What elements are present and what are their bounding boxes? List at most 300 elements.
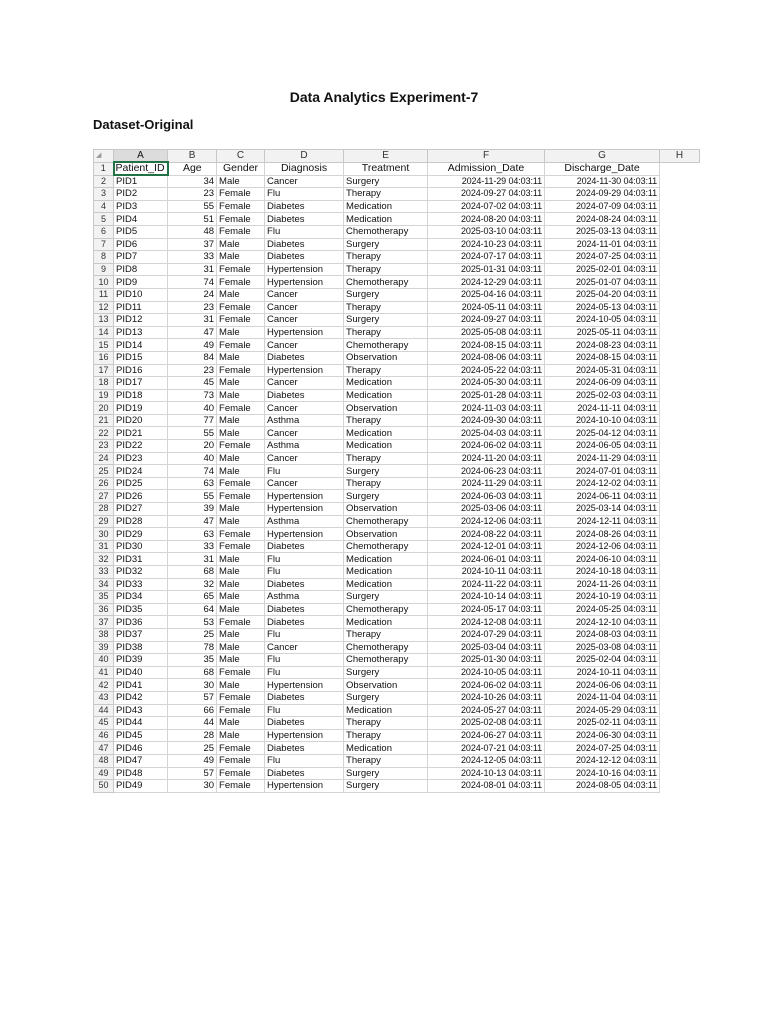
row-number[interactable]: 13 (94, 314, 114, 327)
cell-age[interactable]: 57 (168, 691, 217, 704)
empty-cell[interactable] (660, 364, 700, 377)
cell-discharge-date[interactable]: 2024-08-05 04:03:11 (545, 780, 660, 793)
cell-diagnosis[interactable]: Hypertension (265, 679, 344, 692)
cell-age[interactable]: 55 (168, 490, 217, 503)
cell-treatment[interactable]: Surgery (344, 767, 428, 780)
cell-patient-id[interactable]: PID13 (114, 326, 168, 339)
empty-cell[interactable] (660, 276, 700, 289)
cell-admission-date[interactable]: 2024-10-26 04:03:11 (428, 691, 545, 704)
cell-age[interactable]: 31 (168, 314, 217, 327)
cell-admission-date[interactable]: 2025-01-31 04:03:11 (428, 263, 545, 276)
cell-patient-id[interactable]: PID32 (114, 566, 168, 579)
cell-patient-id[interactable]: PID36 (114, 616, 168, 629)
empty-cell[interactable] (660, 691, 700, 704)
cell-admission-date[interactable]: 2024-12-01 04:03:11 (428, 540, 545, 553)
cell-gender[interactable]: Female (217, 314, 265, 327)
column-header-a[interactable]: A (114, 150, 168, 163)
empty-cell[interactable] (660, 591, 700, 604)
cell-age[interactable]: 23 (168, 188, 217, 201)
cell-discharge-date[interactable]: 2025-02-03 04:03:11 (545, 389, 660, 402)
cell-patient-id[interactable]: PID15 (114, 351, 168, 364)
cell-age[interactable]: 74 (168, 465, 217, 478)
cell-admission-date[interactable]: 2024-06-02 04:03:11 (428, 440, 545, 453)
cell-diagnosis[interactable]: Flu (265, 465, 344, 478)
cell-age[interactable]: 53 (168, 616, 217, 629)
cell-patient-id[interactable]: PID30 (114, 540, 168, 553)
cell-discharge-date[interactable]: 2024-07-25 04:03:11 (545, 251, 660, 264)
row-number[interactable]: 30 (94, 528, 114, 541)
row-number[interactable]: 27 (94, 490, 114, 503)
cell-treatment[interactable]: Therapy (344, 717, 428, 730)
empty-cell[interactable] (660, 780, 700, 793)
cell-age[interactable]: 23 (168, 364, 217, 377)
cell-diagnosis[interactable]: Hypertension (265, 326, 344, 339)
cell-treatment[interactable]: Chemotherapy (344, 276, 428, 289)
empty-cell[interactable] (660, 616, 700, 629)
row-number[interactable]: 3 (94, 188, 114, 201)
cell-age[interactable]: 66 (168, 704, 217, 717)
cell-admission-date[interactable]: 2024-06-03 04:03:11 (428, 490, 545, 503)
cell-patient-id[interactable]: PID34 (114, 591, 168, 604)
cell-age[interactable]: 68 (168, 566, 217, 579)
cell-diagnosis[interactable]: Cancer (265, 288, 344, 301)
column-header-d[interactable]: D (265, 150, 344, 163)
cell-admission-date[interactable]: 2024-05-27 04:03:11 (428, 704, 545, 717)
empty-cell[interactable] (660, 213, 700, 226)
cell-diagnosis[interactable]: Hypertension (265, 364, 344, 377)
cell-discharge-date[interactable]: 2025-03-14 04:03:11 (545, 503, 660, 516)
cell-diagnosis[interactable]: Flu (265, 666, 344, 679)
cell-discharge-date[interactable]: 2024-06-10 04:03:11 (545, 553, 660, 566)
row-number[interactable]: 34 (94, 578, 114, 591)
cell-treatment[interactable]: Chemotherapy (344, 339, 428, 352)
cell-patient-id[interactable]: PID31 (114, 553, 168, 566)
row-number[interactable]: 29 (94, 515, 114, 528)
empty-cell[interactable] (660, 301, 700, 314)
cell-gender[interactable]: Male (217, 578, 265, 591)
cell-discharge-date[interactable]: 2024-12-11 04:03:11 (545, 515, 660, 528)
cell-age[interactable]: 57 (168, 767, 217, 780)
empty-cell[interactable] (660, 490, 700, 503)
row-number[interactable]: 9 (94, 263, 114, 276)
empty-cell[interactable] (660, 540, 700, 553)
cell-age[interactable]: 23 (168, 301, 217, 314)
cell-gender[interactable]: Male (217, 326, 265, 339)
cell-treatment[interactable]: Therapy (344, 263, 428, 276)
cell-diagnosis[interactable]: Hypertension (265, 263, 344, 276)
empty-cell[interactable] (660, 754, 700, 767)
row-number[interactable]: 22 (94, 427, 114, 440)
row-number[interactable]: 15 (94, 339, 114, 352)
cell-patient-id[interactable]: PID18 (114, 389, 168, 402)
header-cell-age[interactable]: Age (168, 162, 217, 175)
cell-treatment[interactable]: Medication (344, 389, 428, 402)
row-number[interactable]: 11 (94, 288, 114, 301)
row-number[interactable]: 48 (94, 754, 114, 767)
cell-age[interactable]: 25 (168, 628, 217, 641)
cell-diagnosis[interactable]: Flu (265, 553, 344, 566)
row-number[interactable]: 41 (94, 666, 114, 679)
cell-age[interactable]: 73 (168, 389, 217, 402)
cell-diagnosis[interactable]: Diabetes (265, 742, 344, 755)
cell-admission-date[interactable]: 2025-03-04 04:03:11 (428, 641, 545, 654)
column-header-b[interactable]: B (168, 150, 217, 163)
cell-discharge-date[interactable]: 2024-08-23 04:03:11 (545, 339, 660, 352)
cell-gender[interactable]: Female (217, 616, 265, 629)
cell-gender[interactable]: Male (217, 389, 265, 402)
cell-discharge-date[interactable]: 2024-05-31 04:03:11 (545, 364, 660, 377)
cell-treatment[interactable]: Observation (344, 351, 428, 364)
cell-discharge-date[interactable]: 2024-05-29 04:03:11 (545, 704, 660, 717)
column-header-e[interactable]: E (344, 150, 428, 163)
cell-diagnosis[interactable]: Diabetes (265, 213, 344, 226)
row-number[interactable]: 14 (94, 326, 114, 339)
cell-discharge-date[interactable]: 2025-03-13 04:03:11 (545, 225, 660, 238)
cell-treatment[interactable]: Therapy (344, 452, 428, 465)
row-number[interactable]: 20 (94, 402, 114, 415)
column-header-g[interactable]: G (545, 150, 660, 163)
cell-patient-id[interactable]: PID14 (114, 339, 168, 352)
cell-patient-id[interactable]: PID33 (114, 578, 168, 591)
cell-diagnosis[interactable]: Hypertension (265, 490, 344, 503)
cell-patient-id[interactable]: PID27 (114, 503, 168, 516)
cell-age[interactable]: 40 (168, 452, 217, 465)
column-header-c[interactable]: C (217, 150, 265, 163)
cell-patient-id[interactable]: PID22 (114, 440, 168, 453)
cell-discharge-date[interactable]: 2024-12-10 04:03:11 (545, 616, 660, 629)
cell-diagnosis[interactable]: Flu (265, 654, 344, 667)
cell-gender[interactable]: Female (217, 402, 265, 415)
cell-gender[interactable]: Male (217, 641, 265, 654)
cell-diagnosis[interactable]: Diabetes (265, 238, 344, 251)
empty-cell[interactable] (660, 767, 700, 780)
cell-admission-date[interactable]: 2024-12-05 04:03:11 (428, 754, 545, 767)
cell-admission-date[interactable]: 2025-01-28 04:03:11 (428, 389, 545, 402)
cell-discharge-date[interactable]: 2024-06-11 04:03:11 (545, 490, 660, 503)
empty-cell[interactable] (660, 704, 700, 717)
cell-gender[interactable]: Female (217, 364, 265, 377)
cell-treatment[interactable]: Medication (344, 377, 428, 390)
row-number[interactable]: 10 (94, 276, 114, 289)
cell-admission-date[interactable]: 2024-05-17 04:03:11 (428, 603, 545, 616)
cell-gender[interactable]: Female (217, 666, 265, 679)
cell-patient-id[interactable]: PID10 (114, 288, 168, 301)
cell-admission-date[interactable]: 2025-03-10 04:03:11 (428, 225, 545, 238)
cell-gender[interactable]: Male (217, 414, 265, 427)
cell-patient-id[interactable]: PID7 (114, 251, 168, 264)
empty-cell[interactable] (660, 188, 700, 201)
cell-age[interactable]: 35 (168, 654, 217, 667)
cell-discharge-date[interactable]: 2024-08-15 04:03:11 (545, 351, 660, 364)
cell-discharge-date[interactable]: 2024-06-09 04:03:11 (545, 377, 660, 390)
cell-gender[interactable]: Female (217, 339, 265, 352)
cell-diagnosis[interactable]: Flu (265, 754, 344, 767)
cell-age[interactable]: 55 (168, 200, 217, 213)
cell-patient-id[interactable]: PID37 (114, 628, 168, 641)
cell-admission-date[interactable]: 2024-07-17 04:03:11 (428, 251, 545, 264)
cell-diagnosis[interactable]: Diabetes (265, 578, 344, 591)
cell-treatment[interactable]: Medication (344, 440, 428, 453)
row-number[interactable]: 28 (94, 503, 114, 516)
cell-diagnosis[interactable]: Hypertension (265, 276, 344, 289)
cell-age[interactable]: 45 (168, 377, 217, 390)
cell-discharge-date[interactable]: 2024-06-05 04:03:11 (545, 440, 660, 453)
cell-discharge-date[interactable]: 2024-11-11 04:03:11 (545, 402, 660, 415)
cell-gender[interactable]: Male (217, 452, 265, 465)
cell-discharge-date[interactable]: 2025-02-01 04:03:11 (545, 263, 660, 276)
cell-treatment[interactable]: Medication (344, 427, 428, 440)
cell-treatment[interactable]: Therapy (344, 414, 428, 427)
cell-admission-date[interactable]: 2024-09-27 04:03:11 (428, 188, 545, 201)
empty-cell[interactable] (660, 515, 700, 528)
cell-patient-id[interactable]: PID4 (114, 213, 168, 226)
cell-patient-id[interactable]: PID44 (114, 717, 168, 730)
empty-cell[interactable] (660, 654, 700, 667)
empty-cell[interactable] (660, 717, 700, 730)
row-number[interactable]: 36 (94, 603, 114, 616)
cell-discharge-date[interactable]: 2024-07-09 04:03:11 (545, 200, 660, 213)
cell-age[interactable]: 84 (168, 351, 217, 364)
cell-discharge-date[interactable]: 2024-05-25 04:03:11 (545, 603, 660, 616)
cell-admission-date[interactable]: 2024-09-30 04:03:11 (428, 414, 545, 427)
cell-gender[interactable]: Male (217, 427, 265, 440)
cell-age[interactable]: 78 (168, 641, 217, 654)
cell-age[interactable]: 48 (168, 225, 217, 238)
cell-diagnosis[interactable]: Diabetes (265, 717, 344, 730)
cell-age[interactable]: 30 (168, 679, 217, 692)
cell-age[interactable]: 31 (168, 263, 217, 276)
empty-cell[interactable] (660, 414, 700, 427)
cell-discharge-date[interactable]: 2024-06-30 04:03:11 (545, 729, 660, 742)
row-number[interactable]: 7 (94, 238, 114, 251)
cell-treatment[interactable]: Observation (344, 503, 428, 516)
empty-cell[interactable] (660, 402, 700, 415)
empty-cell[interactable] (660, 452, 700, 465)
cell-patient-id[interactable]: PID47 (114, 754, 168, 767)
cell-gender[interactable]: Male (217, 351, 265, 364)
cell-diagnosis[interactable]: Hypertension (265, 528, 344, 541)
cell-admission-date[interactable]: 2025-03-06 04:03:11 (428, 503, 545, 516)
cell-gender[interactable]: Male (217, 566, 265, 579)
cell-diagnosis[interactable]: Hypertension (265, 503, 344, 516)
cell-discharge-date[interactable]: 2024-12-06 04:03:11 (545, 540, 660, 553)
row-number[interactable]: 39 (94, 641, 114, 654)
cell-patient-id[interactable]: PID17 (114, 377, 168, 390)
row-number[interactable]: 44 (94, 704, 114, 717)
cell-diagnosis[interactable]: Diabetes (265, 603, 344, 616)
cell-gender[interactable]: Male (217, 679, 265, 692)
cell-treatment[interactable]: Surgery (344, 465, 428, 478)
row-number[interactable]: 38 (94, 628, 114, 641)
empty-cell[interactable] (660, 200, 700, 213)
cell-patient-id[interactable]: PID43 (114, 704, 168, 717)
header-cell-diagnosis[interactable]: Diagnosis (265, 162, 344, 175)
cell-treatment[interactable]: Medication (344, 553, 428, 566)
cell-treatment[interactable]: Therapy (344, 188, 428, 201)
cell-discharge-date[interactable]: 2024-10-11 04:03:11 (545, 666, 660, 679)
cell-gender[interactable]: Male (217, 288, 265, 301)
empty-cell[interactable] (660, 427, 700, 440)
cell-patient-id[interactable]: PID3 (114, 200, 168, 213)
cell-admission-date[interactable]: 2024-08-22 04:03:11 (428, 528, 545, 541)
cell-discharge-date[interactable]: 2024-11-01 04:03:11 (545, 238, 660, 251)
cell-gender[interactable]: Female (217, 188, 265, 201)
cell-patient-id[interactable]: PID40 (114, 666, 168, 679)
cell-diagnosis[interactable]: Flu (265, 704, 344, 717)
cell-admission-date[interactable]: 2024-10-13 04:03:11 (428, 767, 545, 780)
cell-patient-id[interactable]: PID26 (114, 490, 168, 503)
cell-treatment[interactable]: Observation (344, 528, 428, 541)
empty-cell[interactable] (660, 566, 700, 579)
cell-treatment[interactable]: Observation (344, 679, 428, 692)
cell-age[interactable]: 49 (168, 754, 217, 767)
cell-gender[interactable]: Female (217, 276, 265, 289)
empty-cell[interactable] (660, 603, 700, 616)
cell-discharge-date[interactable]: 2024-10-16 04:03:11 (545, 767, 660, 780)
cell-patient-id[interactable]: PID2 (114, 188, 168, 201)
cell-admission-date[interactable]: 2024-08-20 04:03:11 (428, 213, 545, 226)
cell-admission-date[interactable]: 2024-06-02 04:03:11 (428, 679, 545, 692)
cell-diagnosis[interactable]: Diabetes (265, 616, 344, 629)
cell-gender[interactable]: Female (217, 263, 265, 276)
cell-gender[interactable]: Female (217, 754, 265, 767)
cell-gender[interactable]: Female (217, 780, 265, 793)
row-number[interactable]: 1 (94, 162, 114, 175)
cell-age[interactable]: 34 (168, 175, 217, 188)
cell-diagnosis[interactable]: Cancer (265, 377, 344, 390)
row-number[interactable]: 18 (94, 377, 114, 390)
empty-cell[interactable] (660, 628, 700, 641)
cell-diagnosis[interactable]: Asthma (265, 440, 344, 453)
cell-patient-id[interactable]: PID45 (114, 729, 168, 742)
cell-discharge-date[interactable]: 2025-01-07 04:03:11 (545, 276, 660, 289)
cell-admission-date[interactable]: 2024-07-02 04:03:11 (428, 200, 545, 213)
cell-admission-date[interactable]: 2024-06-27 04:03:11 (428, 729, 545, 742)
cell-treatment[interactable]: Medication (344, 578, 428, 591)
row-number[interactable]: 49 (94, 767, 114, 780)
cell-discharge-date[interactable]: 2024-10-05 04:03:11 (545, 314, 660, 327)
cell-treatment[interactable]: Surgery (344, 666, 428, 679)
column-header-h[interactable]: H (660, 150, 700, 163)
empty-cell[interactable] (660, 351, 700, 364)
cell-treatment[interactable]: Medication (344, 213, 428, 226)
cell-gender[interactable]: Male (217, 251, 265, 264)
cell-treatment[interactable]: Chemotherapy (344, 225, 428, 238)
cell-discharge-date[interactable]: 2024-08-03 04:03:11 (545, 628, 660, 641)
cell-age[interactable]: 28 (168, 729, 217, 742)
cell-discharge-date[interactable]: 2025-03-08 04:03:11 (545, 641, 660, 654)
cell-admission-date[interactable]: 2024-09-27 04:03:11 (428, 314, 545, 327)
cell-age[interactable]: 74 (168, 276, 217, 289)
cell-gender[interactable]: Male (217, 377, 265, 390)
cell-patient-id[interactable]: PID35 (114, 603, 168, 616)
cell-admission-date[interactable]: 2024-11-29 04:03:11 (428, 477, 545, 490)
row-number[interactable]: 37 (94, 616, 114, 629)
cell-admission-date[interactable]: 2024-07-29 04:03:11 (428, 628, 545, 641)
cell-gender[interactable]: Male (217, 591, 265, 604)
cell-gender[interactable]: Female (217, 440, 265, 453)
cell-treatment[interactable]: Medication (344, 566, 428, 579)
cell-discharge-date[interactable]: 2025-02-04 04:03:11 (545, 654, 660, 667)
cell-admission-date[interactable]: 2024-11-22 04:03:11 (428, 578, 545, 591)
cell-treatment[interactable]: Medication (344, 704, 428, 717)
empty-cell[interactable] (660, 377, 700, 390)
cell-admission-date[interactable]: 2024-06-01 04:03:11 (428, 553, 545, 566)
cell-discharge-date[interactable]: 2024-05-13 04:03:11 (545, 301, 660, 314)
cell-patient-id[interactable]: PID39 (114, 654, 168, 667)
cell-age[interactable]: 47 (168, 326, 217, 339)
cell-diagnosis[interactable]: Diabetes (265, 691, 344, 704)
cell-patient-id[interactable]: PID9 (114, 276, 168, 289)
empty-cell[interactable] (660, 389, 700, 402)
cell-patient-id[interactable]: PID16 (114, 364, 168, 377)
cell-discharge-date[interactable]: 2024-08-26 04:03:11 (545, 528, 660, 541)
cell-age[interactable]: 25 (168, 742, 217, 755)
row-number[interactable]: 12 (94, 301, 114, 314)
cell-age[interactable]: 65 (168, 591, 217, 604)
cell-age[interactable]: 63 (168, 477, 217, 490)
cell-age[interactable]: 55 (168, 427, 217, 440)
cell-gender[interactable]: Female (217, 490, 265, 503)
cell-admission-date[interactable]: 2024-08-15 04:03:11 (428, 339, 545, 352)
cell-gender[interactable]: Male (217, 553, 265, 566)
cell-admission-date[interactable]: 2025-01-30 04:03:11 (428, 654, 545, 667)
cell-diagnosis[interactable]: Cancer (265, 641, 344, 654)
cell-discharge-date[interactable]: 2024-12-02 04:03:11 (545, 477, 660, 490)
cell-age[interactable]: 64 (168, 603, 217, 616)
cell-admission-date[interactable]: 2024-10-11 04:03:11 (428, 566, 545, 579)
cell-admission-date[interactable]: 2024-12-06 04:03:11 (428, 515, 545, 528)
cell-gender[interactable]: Male (217, 628, 265, 641)
cell-diagnosis[interactable]: Diabetes (265, 251, 344, 264)
row-number[interactable]: 35 (94, 591, 114, 604)
cell-age[interactable]: 40 (168, 402, 217, 415)
cell-age[interactable]: 44 (168, 717, 217, 730)
cell-treatment[interactable]: Medication (344, 616, 428, 629)
cell-age[interactable]: 39 (168, 503, 217, 516)
cell-gender[interactable]: Male (217, 465, 265, 478)
cell-diagnosis[interactable]: Flu (265, 225, 344, 238)
row-number[interactable]: 25 (94, 465, 114, 478)
cell-treatment[interactable]: Surgery (344, 175, 428, 188)
cell-patient-id[interactable]: PID42 (114, 691, 168, 704)
cell-gender[interactable]: Male (217, 717, 265, 730)
row-number[interactable]: 50 (94, 780, 114, 793)
cell-patient-id[interactable]: PID11 (114, 301, 168, 314)
cell-age[interactable]: 68 (168, 666, 217, 679)
cell-admission-date[interactable]: 2024-05-30 04:03:11 (428, 377, 545, 390)
row-number[interactable]: 40 (94, 654, 114, 667)
cell-patient-id[interactable]: PID28 (114, 515, 168, 528)
header-cell-admission-date[interactable]: Admission_Date (428, 162, 545, 175)
cell-gender[interactable]: Female (217, 477, 265, 490)
empty-cell[interactable] (660, 465, 700, 478)
cell-diagnosis[interactable]: Diabetes (265, 351, 344, 364)
cell-patient-id[interactable]: PID46 (114, 742, 168, 755)
cell-treatment[interactable]: Therapy (344, 301, 428, 314)
row-number[interactable]: 26 (94, 477, 114, 490)
cell-patient-id[interactable]: PID5 (114, 225, 168, 238)
column-header-f[interactable]: F (428, 150, 545, 163)
cell-admission-date[interactable]: 2024-11-03 04:03:11 (428, 402, 545, 415)
cell-gender[interactable]: Male (217, 175, 265, 188)
cell-age[interactable]: 31 (168, 553, 217, 566)
cell-diagnosis[interactable]: Cancer (265, 477, 344, 490)
row-number[interactable]: 2 (94, 175, 114, 188)
cell-admission-date[interactable]: 2024-11-20 04:03:11 (428, 452, 545, 465)
cell-gender[interactable]: Female (217, 301, 265, 314)
cell-treatment[interactable]: Chemotherapy (344, 641, 428, 654)
